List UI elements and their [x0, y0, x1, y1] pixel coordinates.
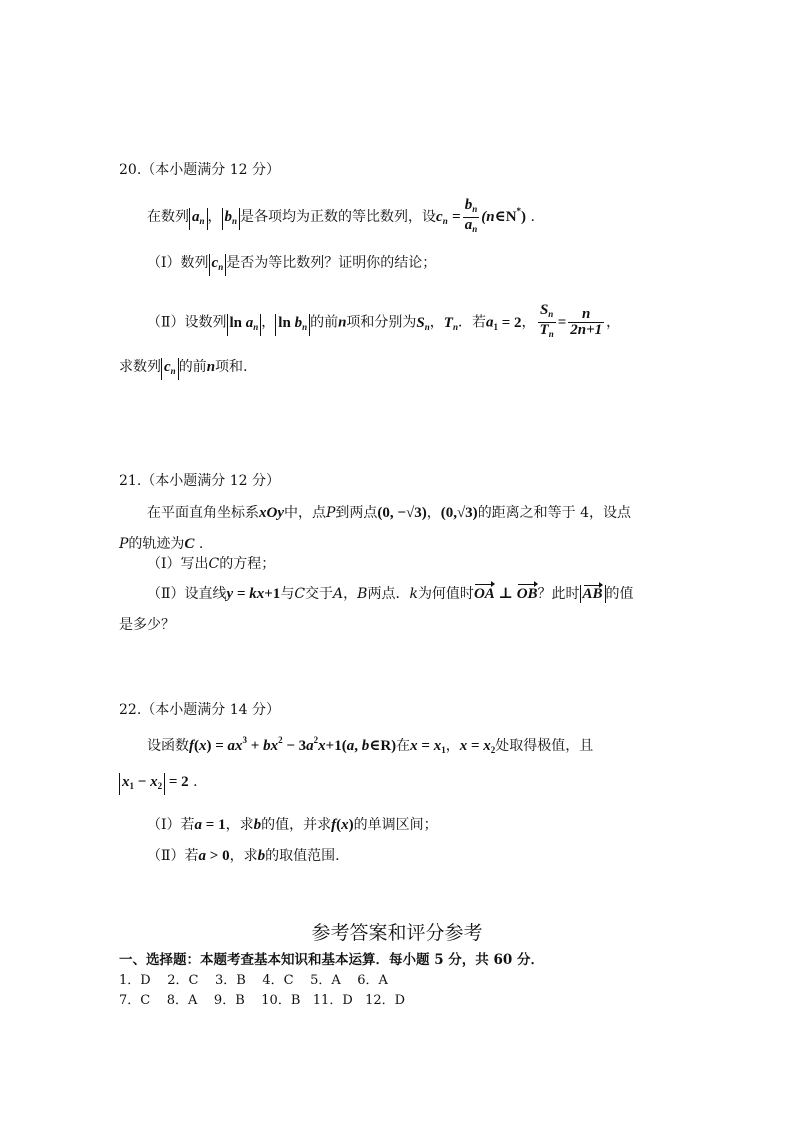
answers-title: 参考答案和评分参考 [311, 922, 483, 944]
q21-stem2: P的轨迹为C . [119, 536, 204, 552]
q21-header: 21.（本小题满分 12 分） [119, 473, 280, 489]
q22-header: 22.（本小题满分 14 分） [119, 702, 280, 718]
answers-row1: 1．D 2．C 3．B 4．C 5．A 6．A [119, 973, 388, 988]
q20-header: 20.（本小题满分 12 分） [119, 162, 280, 178]
q21-part2: （Ⅱ）设直线y = kx+1与C交于A，B两点．k为何值时OA ⊥ OB？此时 AB 的值 [147, 586, 634, 602]
answers-section1: 一、选择题：本题考查基本知识和基本运算．每小题 5 分，共 60 分． [119, 952, 544, 968]
q20-part1: （Ⅰ）数列 $c_n$ 是否为等比数列？证明你的结论； [147, 253, 436, 276]
q22-part2: （Ⅱ）若a > 0，求b的取值范围. [147, 848, 340, 864]
q21-stem: 在平面直角坐标系xOy中，点P到两点(0, −√3)，(0,√3)的距离之和等于 4，设点 [147, 505, 632, 521]
q20-part2: （Ⅱ）设数列 $\ln a_n$ ， $\ln b_n$ 的前n项和分别为$S_n$，$T_n$．若$a_1 = 2$， $\frac{S_n}{T_n}$ = $\frac{n}{2n+1}$ ， [147, 302, 621, 339]
answers-row2: 7．C 8．A 9．B 10．B 11．D 12．D [119, 993, 406, 1008]
q20-stem: 在数列 $a_n$ ， $b_n$ 是各项均为正数的等比数列，设$c_n$ = $\frac{b_n}{a_n}$ (n∈N*) . [147, 196, 535, 234]
q22-stem: 设函数$f(x) = ax^3 + bx^2 - 3a^2x+1(a$, b∈R)在$x = x_1$，$x = x_2$处取得极值，且 [147, 735, 594, 755]
q22-condition: $x_1 - x_2 = 2$ . [119, 772, 198, 795]
q20-last: 求数列 $c_n$ 的前n项和. [119, 357, 247, 380]
q22-part1: （Ⅰ）若a = 1，求b的值，并求f(x)的单调区间； [147, 817, 438, 833]
q21-part2-cont: 是多少？ [119, 617, 175, 633]
q21-part1: （Ⅰ）写出C的方程； [147, 556, 276, 572]
